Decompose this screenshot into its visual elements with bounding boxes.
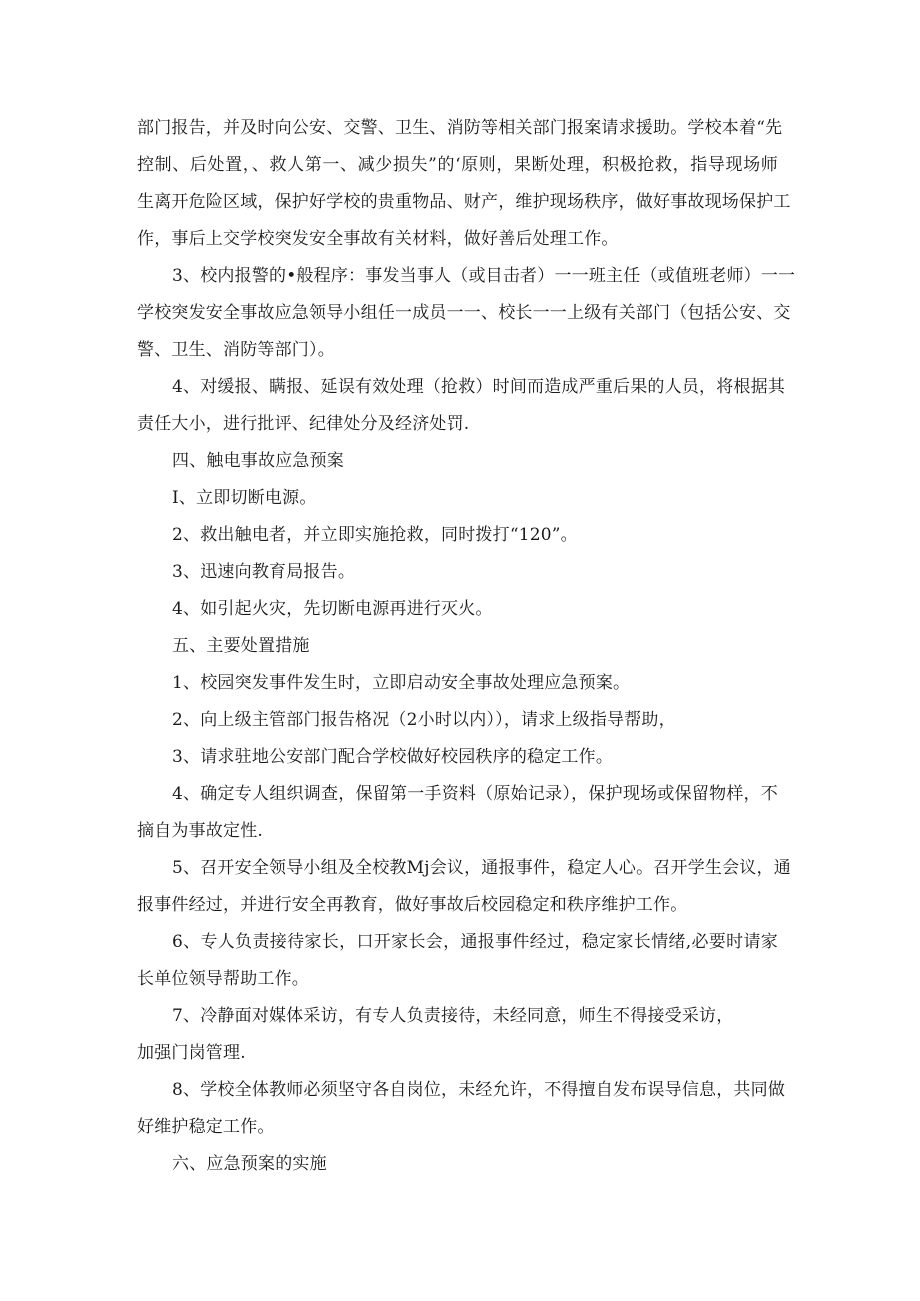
list-item: I、立即切断电源。 xyxy=(172,488,317,508)
paragraph-line: 加强门岗管理. xyxy=(137,1043,246,1063)
list-item: 2、向上级主管部门报告格况（2小时以内）），请求上级指导帮助， xyxy=(172,710,676,730)
list-item: 3、迅速向教育局报告。 xyxy=(172,562,356,582)
list-item: 7、冷静面对媒体采访，有专人负责接待，未经同意，师生不得接受采访， xyxy=(172,1006,734,1026)
paragraph-line: 学校突发安全事故应急领导小组任一成员一一、校长一一上级有关部门（包括公安、交 xyxy=(137,303,791,323)
paragraph-line: 控制、后处置，、救人第一、减少损失”的‘原则，果断处理，积极抢救，指导现场师 xyxy=(137,155,778,175)
section-heading: 四、触电事故应急预案 xyxy=(172,451,344,471)
paragraph-line: 警、卫生、消防等部门）。 xyxy=(137,340,335,360)
paragraph-line: 摘自为事故定性. xyxy=(137,821,264,841)
paragraph-line: 部门报告，并及时向公安、交警、卫生、消防等相关部门报案请求援助。学校本着“先 xyxy=(137,118,783,138)
paragraph-line: 生离开危险区域，保护好学校的贵重物品、财产，维护现场秩序，做好事故现场保护工 xyxy=(137,192,791,212)
paragraph-line: 3、校内报警的•般程序：事发当事人（或目击者）一一班主任（或值班老师）一一 xyxy=(172,266,796,286)
list-item: 4、如引起火灾，先切断电源再进行灭火。 xyxy=(172,599,493,619)
list-item: 2、救出触电者，并立即实施抢救，同时拨打“120”。 xyxy=(172,525,578,545)
list-item: 5、召开安全领导小组及全校教Mj会议，通报事件，稳定人心。召开学生会议，通 xyxy=(172,858,791,878)
paragraph-line: 作，事后上交学校突发安全事故有关材料，做好善后处理工作。 xyxy=(137,229,619,249)
list-item: 6、专人负责接待家长，口开家长会，通报事件经过，稳定家长情绪,必要时请家 xyxy=(172,932,778,952)
section-heading: 六、应急预案的实施 xyxy=(172,1154,327,1174)
list-item: 8、学校全体教师必须坚守各自岗位，未经允许，不得擅自发布误导信息，共同做 xyxy=(172,1080,786,1100)
list-item: 1、校园突发事件发生时，立即启动安全事故处理应急预案。 xyxy=(172,673,631,693)
paragraph-line: 责任大小，进行批评、纪律处分及经济处罚. xyxy=(137,414,470,434)
paragraph-line: 好维护稳定工作。 xyxy=(137,1117,275,1137)
list-item: 4、确定专人组织调查，保留第一手资料（原始记录），保护现场或保留物样，不 xyxy=(172,784,778,804)
paragraph-line: 长单位领导帮助工作。 xyxy=(137,969,309,989)
section-heading: 五、主要处置措施 xyxy=(172,636,310,656)
list-item: 3、请求驻地公安部门配合学校做好校园秩序的稳定工作。 xyxy=(172,747,614,767)
paragraph-line: 4、对缓报、瞒报、延误有效处理（抢救）时间而造成严重后果的人员，将根据其 xyxy=(172,377,786,397)
paragraph-line: 报事件经过，并进行安全再教育，做好事故后校园稳定和秩序维护工作。 xyxy=(137,895,688,915)
